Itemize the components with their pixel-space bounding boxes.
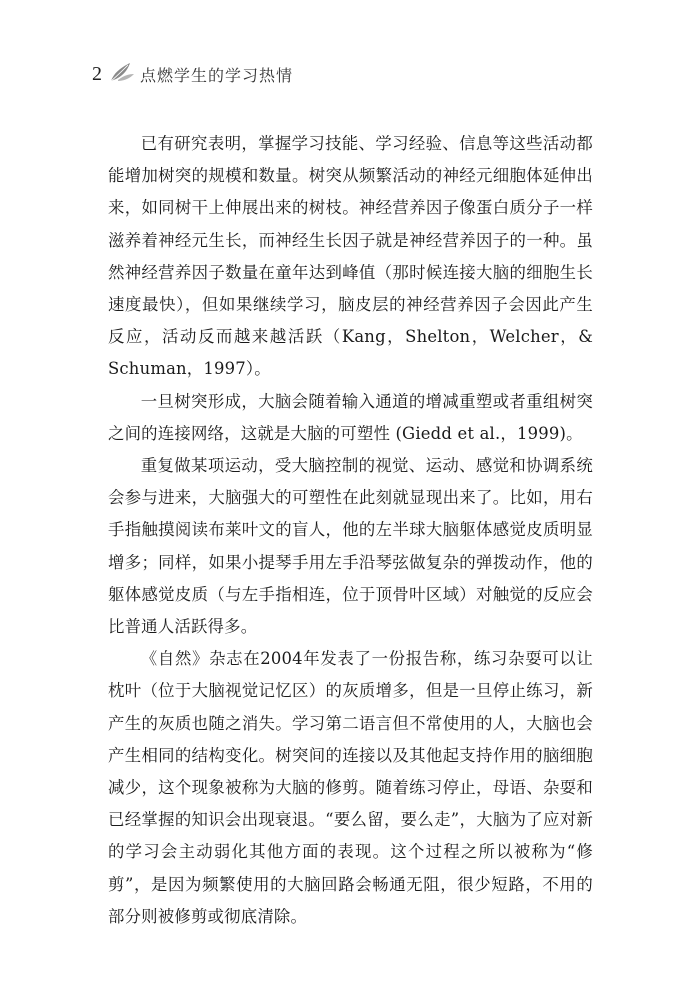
paragraph: 《自然》杂志在2004年发表了一份报告称，练习杂耍可以让枕叶（位于大脑视觉记忆区）的灰质增多，但是一旦停止练习，新产生的灰质也随之消失。学习第二语言但不常使用的人，大脑也会产生相同的结构变化。树突间的连接以及其他起支持作用的脑细胞减少，这个现象被称为大脑的修剪。随着练习停止，母语、杂耍和已经掌握的知识会出现衰退。“要么留，要么走”，大脑为了应对新的学习会主动弱化其他方面的表现。这个过程之所以被称为“修剪”，是因为频繁使用的大脑回路会畅通无阻，很少短路，不用的部分则被修剪或彻底清除。 (108, 649, 593, 926)
page-number: 2 (92, 62, 102, 85)
leaf-icon (108, 59, 140, 89)
page-header (92, 58, 592, 90)
body-text (108, 128, 593, 933)
paragraph: 已有研究表明，掌握学习技能、学习经验、信息等这些活动都能增加树突的规模和数量。树突从频繁活动的神经元细胞体延伸出来，如同树干上伸展出来的树枝。神经营养因子像蛋白质分子一样滋养着神经元生长，而神经生长因子就是神经营养因子的一种。虽然神经营养因子数量在童年达到峰值（那时候连接大脑的细胞生长速度最快），但如果继续学习，脑皮层的神经营养因子会因此产生反应，活动反而越来越活跃（Kang，Shelton，Welcher，& Schuman，1997）。 (108, 134, 593, 379)
paragraph: 一旦树突形成，大脑会随着输入通道的增减重塑或者重组树突之间的连接网络，这就是大脑的可塑性 (Giedd et al.，1999)。 (108, 391, 593, 443)
paragraph: 重复做某项运动，受大脑控制的视觉、运动、感觉和协调系统会参与进来，大脑强大的可塑性在此刻就显现出来了。比如，用右手指触摸阅读布莱叶文的盲人，他的左半球大脑躯体感觉皮质明显增多；同样，如果小提琴手用左手沿琴弦做复杂的弹拨动作，他的躯体感觉皮质（与左手指相连，位于顶骨叶区域）对触觉的反应会比普通人活跃得多。 (108, 456, 593, 637)
running-title: 点燃学生的学习热情 (140, 65, 294, 85)
